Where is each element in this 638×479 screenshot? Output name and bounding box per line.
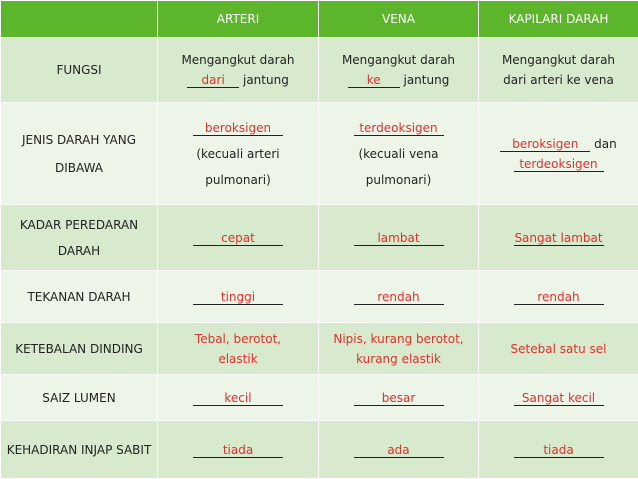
cell-arteri xyxy=(158,103,319,205)
cell-vena xyxy=(319,205,479,271)
cell-text: Mengangkut darah xyxy=(181,53,295,67)
answer-blank: besar xyxy=(354,391,444,406)
header-vena: VENA xyxy=(319,1,479,38)
row-label: KEHADIRAN INJAP SABIT xyxy=(1,421,158,479)
answer-blank: terdeoksigen xyxy=(514,157,604,172)
cell-vena xyxy=(319,103,479,205)
row-label: SAIZ LUMEN xyxy=(1,375,158,421)
cell-text: Nipis, kurang berotot, xyxy=(333,331,464,346)
answer-blank: lambat xyxy=(354,231,444,246)
row-kadar-peredaran xyxy=(1,205,638,271)
row-label: FUNGSI xyxy=(1,38,158,103)
cell-arteri xyxy=(158,375,319,421)
cell-text: kurang elastik xyxy=(356,351,441,366)
cell-vena xyxy=(319,323,479,375)
cell-kapilari xyxy=(479,323,638,375)
cell-kapilari xyxy=(479,205,638,271)
cell-text: pulmonari) xyxy=(365,172,432,187)
cell-vena xyxy=(319,375,479,421)
answer-blank: tinggi xyxy=(193,290,283,305)
answer-blank: ada xyxy=(354,443,444,458)
answer-blank: ke xyxy=(348,73,400,88)
cell-text: dari arteri ke vena xyxy=(503,73,614,87)
cell-text: Tebal, berotot, xyxy=(194,331,282,346)
cell-kapilari xyxy=(479,103,638,205)
row-ketebalan-dinding xyxy=(1,323,638,375)
cell-arteri xyxy=(158,271,319,323)
answer-blank: cepat xyxy=(193,231,283,246)
cell-text: (kecuali vena xyxy=(358,146,439,161)
cell-kapilari xyxy=(479,375,638,421)
row-fungsi xyxy=(1,38,638,103)
cell-arteri xyxy=(158,421,319,479)
cell-text: (kecuali arteri xyxy=(196,146,280,161)
cell-text: Mengangkut darah xyxy=(501,53,616,67)
cell-kapilari xyxy=(479,38,638,103)
row-tekanan-darah xyxy=(1,271,638,323)
header-kapilari: KAPILARI DARAH xyxy=(479,1,638,38)
row-kehadiran-injap xyxy=(1,421,638,479)
cell-vena xyxy=(319,271,479,323)
row-jenis-darah xyxy=(1,103,638,205)
cell-text: jantung xyxy=(399,73,450,87)
cell-kapilari xyxy=(479,271,638,323)
answer-blank: rendah xyxy=(354,290,444,305)
cell-kapilari xyxy=(479,421,638,479)
answer-blank: beroksigen xyxy=(500,137,590,152)
header-arteri: ARTERI xyxy=(158,1,319,38)
row-label: TEKANAN DARAH xyxy=(1,271,158,323)
answer-blank: rendah xyxy=(514,290,604,305)
cell-arteri xyxy=(158,38,319,103)
cell-text: dan xyxy=(590,136,617,151)
answer-blank: Sangat kecil xyxy=(514,391,604,406)
answer-blank: tiada xyxy=(193,443,283,458)
answer-blank: Sangat lambat xyxy=(514,230,603,245)
row-saiz-lumen xyxy=(1,375,638,421)
cell-text: Mengangkut darah xyxy=(341,53,456,67)
cell-text: jantung xyxy=(239,73,289,87)
cell-arteri xyxy=(158,205,319,271)
cell-text: Setebal satu sel xyxy=(510,341,607,356)
header-corner xyxy=(1,1,158,38)
answer-blank: tiada xyxy=(514,443,604,458)
answer-blank: beroksigen xyxy=(193,121,283,136)
row-label: KADAR PEREDARAN DARAH xyxy=(1,205,158,271)
row-label: JENIS DARAH YANG DIBAWA xyxy=(1,103,158,205)
cell-arteri xyxy=(158,323,319,375)
answer-blank: terdeoksigen xyxy=(354,121,444,136)
header-row xyxy=(1,1,638,38)
cell-text: pulmonari) xyxy=(205,172,271,187)
cell-text: elastik xyxy=(218,351,258,366)
answer-blank: dari xyxy=(187,73,239,88)
cell-vena xyxy=(319,421,479,479)
cell-vena xyxy=(319,38,479,103)
answer-blank: kecil xyxy=(193,391,283,406)
row-label: KETEBALAN DINDING xyxy=(1,323,158,375)
